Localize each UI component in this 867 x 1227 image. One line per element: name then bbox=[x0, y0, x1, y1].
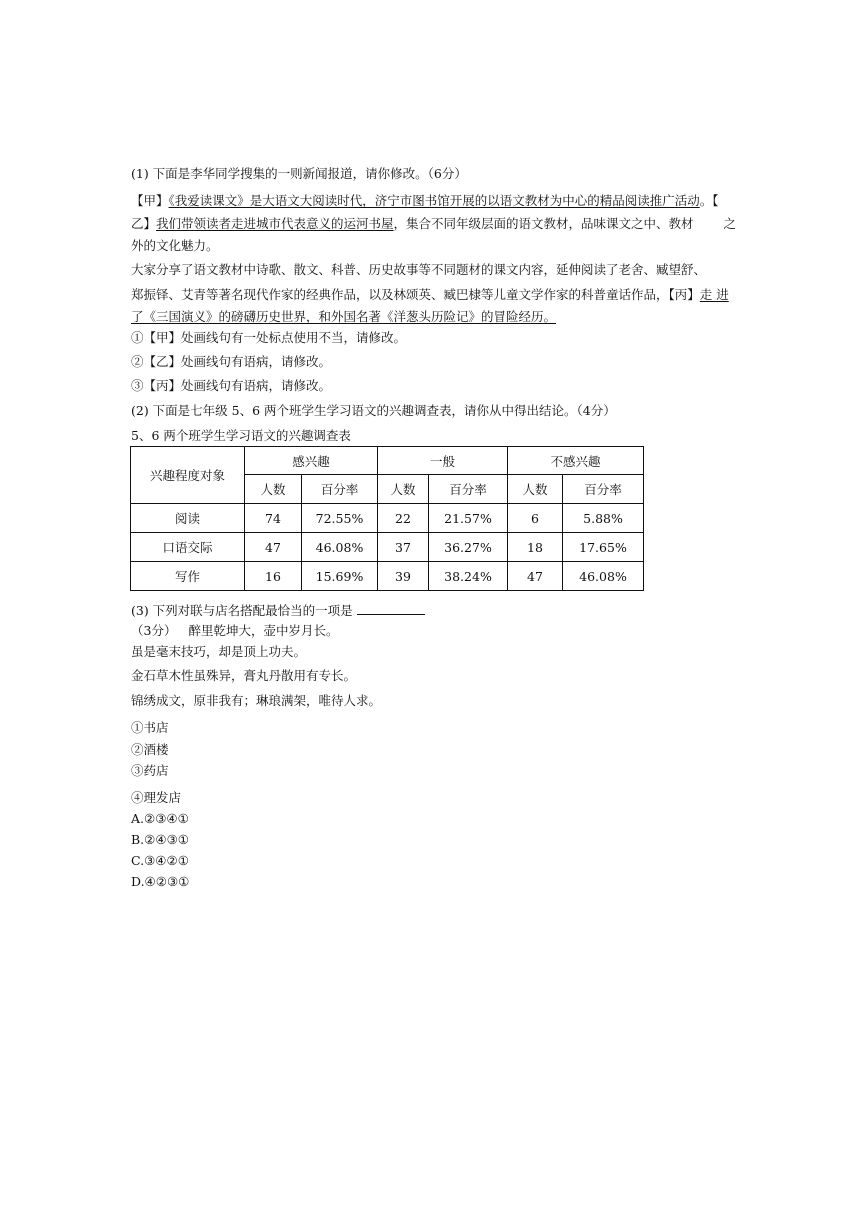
answer-option-b: B.②④③① bbox=[131, 832, 189, 847]
subheader-count: 人数 bbox=[378, 475, 429, 504]
row-label: 口语交际 bbox=[131, 533, 245, 562]
tag-yi: 乙】 bbox=[131, 216, 157, 231]
part2-heading: (2) 下面是七年级 5、6 两个班学生学习语文的兴趣调查表，请你从中得出结论。（4分） bbox=[131, 403, 616, 418]
table-cell: 38.24% bbox=[429, 562, 508, 591]
subheader-percent: 百分率 bbox=[429, 475, 508, 504]
shop-option-2: ②酒楼 bbox=[131, 742, 169, 757]
table-cell: 74 bbox=[245, 504, 302, 533]
table-cell: 21.57% bbox=[429, 504, 508, 533]
underlined-sentence-bing-end: 了《三国演义》的磅礴历史世界，和外国名著《洋葱头历险记》的冒险经历。 bbox=[131, 309, 557, 324]
underlined-sentence-yi: 我们带领读者走进城市代表意义的运河书屋 bbox=[156, 216, 394, 231]
shop-option-1: ①书店 bbox=[131, 720, 169, 735]
part1-para2-line1: 大家分享了语文教材中诗歌、散文、科普、历史故事等不同题材的课文内容，延伸阅读了老舍、臧望舒、 bbox=[131, 262, 707, 277]
couplet-3: 金石草木性虽殊异，膏丸丹散用有专长。 bbox=[131, 668, 357, 683]
table-cell: 39 bbox=[378, 562, 429, 591]
answer-option-a: A.②③④① bbox=[131, 811, 189, 826]
group-header-interested: 感兴趣 bbox=[245, 447, 378, 475]
table-cell: 5.88% bbox=[563, 504, 644, 533]
table-corner-header: 兴趣程度对象 bbox=[131, 447, 245, 504]
part1-para1-line2 bbox=[131, 216, 736, 232]
underlined-sentence-jia: 《我爱读课文》是大语文大阅读时代，济宁市图书馆开展的以语文教材为中心的精品阅读推广活动 bbox=[168, 193, 700, 208]
para1-line2-rest: ，集合不同年级层面的语文教材，品味课文之中、教材 bbox=[393, 216, 694, 231]
part1-question-2: ②【乙】处画线句有语病，请修改。 bbox=[131, 354, 332, 369]
table-row bbox=[131, 562, 644, 591]
answer-option-c: C.③④②① bbox=[131, 853, 189, 868]
part1-para1-line1 bbox=[131, 193, 719, 209]
table-cell: 36.27% bbox=[429, 533, 508, 562]
part3-heading-text: (3) 下列对联与店名搭配最恰当的一项是 bbox=[131, 603, 353, 618]
couplet-2: 虽是毫末技巧，却是顶上功夫。 bbox=[131, 644, 307, 659]
table-cell: 47 bbox=[508, 562, 563, 591]
table-cell: 6 bbox=[508, 504, 563, 533]
answer-blank bbox=[357, 602, 425, 615]
group-header-average: 一般 bbox=[378, 447, 508, 475]
answer-option-d: D.④②③① bbox=[131, 874, 190, 889]
table-title: 5、6 两个班学生学习语文的兴趣调查表 bbox=[131, 428, 351, 443]
para2-line2-text: 郑振铎、艾青等著名现代作家的经典作品，以及林颂英、臧巴棣等儿童文学作家的科普童话作品，【丙】 bbox=[131, 287, 700, 302]
part1-para2-line3 bbox=[131, 309, 556, 325]
part1-para1-line3: 外的文化魅力。 bbox=[131, 238, 219, 253]
part1-question-1: ①【甲】处画线句有一处标点使用不当，请修改。 bbox=[131, 330, 407, 345]
interest-survey-table bbox=[130, 446, 644, 591]
table-cell: 37 bbox=[378, 533, 429, 562]
table-cell: 18 bbox=[508, 533, 563, 562]
table-cell: 46.08% bbox=[302, 533, 378, 562]
row-label: 阅读 bbox=[131, 504, 245, 533]
table-cell: 17.65% bbox=[563, 533, 644, 562]
subheader-count: 人数 bbox=[508, 475, 563, 504]
part1-heading: (1) 下面是李华同学搜集的一则新闻报道，请你修改。（6分） bbox=[131, 166, 467, 181]
table-row bbox=[131, 504, 644, 533]
part1-question-3: ③【丙】处画线句有语病，请修改。 bbox=[131, 378, 332, 393]
para1-line2-tail: 之 bbox=[723, 216, 737, 231]
part3-score-line bbox=[131, 623, 338, 639]
table-cell: 16 bbox=[245, 562, 302, 591]
part1-para2-line2 bbox=[131, 287, 729, 303]
shop-option-4: ④理发店 bbox=[131, 790, 182, 805]
shop-option-3: ③药店 bbox=[131, 763, 169, 778]
underlined-sentence-bing-start: 走 进 bbox=[699, 287, 729, 302]
couplet-4: 锦绣成文，原非我有；琳琅满架，唯待人求。 bbox=[131, 693, 382, 708]
table-cell: 72.55% bbox=[302, 504, 378, 533]
table-cell: 47 bbox=[245, 533, 302, 562]
para1-line1-end: 。【 bbox=[699, 193, 719, 208]
tag-jia: 【甲】 bbox=[131, 193, 169, 208]
group-header-not-interested: 不感兴趣 bbox=[508, 447, 644, 475]
couplet-1: 醉里乾坤大，壶中岁月长。 bbox=[188, 623, 339, 638]
table-cell: 15.69% bbox=[302, 562, 378, 591]
row-label: 写作 bbox=[131, 562, 245, 591]
table-row bbox=[131, 533, 644, 562]
table-cell: 22 bbox=[378, 504, 429, 533]
subheader-count: 人数 bbox=[245, 475, 302, 504]
subheader-percent: 百分率 bbox=[302, 475, 378, 504]
part3-heading bbox=[131, 602, 425, 619]
part3-score: （3分） bbox=[131, 623, 177, 638]
table-cell: 46.08% bbox=[563, 562, 644, 591]
subheader-percent: 百分率 bbox=[563, 475, 644, 504]
